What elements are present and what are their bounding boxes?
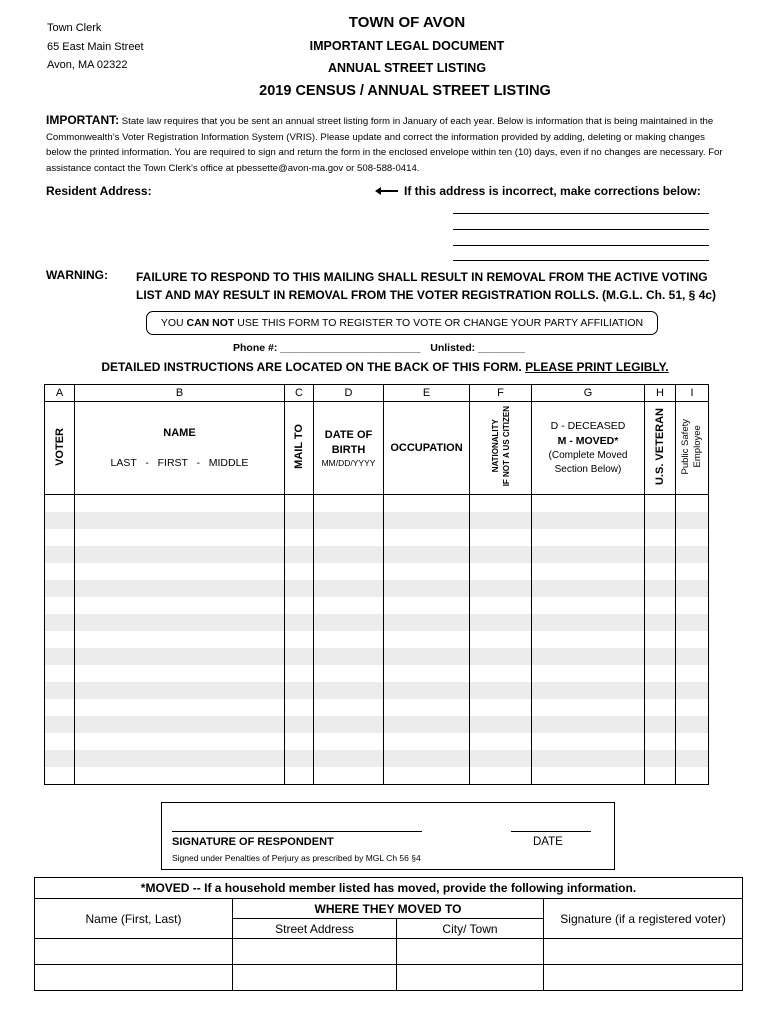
table-row[interactable] <box>45 512 709 529</box>
col-letter: G <box>532 385 645 402</box>
table-row[interactable] <box>45 580 709 597</box>
where-moved-header: WHERE THEY MOVED TO <box>233 899 544 919</box>
table-row[interactable] <box>45 597 709 614</box>
table-row[interactable] <box>45 546 709 563</box>
table-row[interactable] <box>45 750 709 767</box>
public-safety-header <box>676 402 709 495</box>
clerk-title: Town Clerk <box>47 22 102 34</box>
mail-to-text: MAIL TO <box>293 424 305 469</box>
resident-address-label: Resident Address: <box>46 184 152 198</box>
table-row[interactable] <box>45 665 709 682</box>
table-row[interactable] <box>45 614 709 631</box>
moved-table <box>34 877 743 991</box>
voter-header <box>45 402 75 495</box>
address-correction-line[interactable] <box>453 229 709 230</box>
veteran-header <box>645 402 676 495</box>
col-letter: F <box>470 385 532 402</box>
col-letter: C <box>285 385 314 402</box>
address-correction-line[interactable] <box>453 260 709 261</box>
address-correction-line[interactable] <box>453 213 709 214</box>
notice-post: USE THIS FORM TO REGISTER TO VOTE OR CHANGE YOUR PARTY AFFILIATION <box>234 317 644 329</box>
veteran-text: U.S. VETERAN <box>654 407 666 485</box>
instructions-line <box>0 360 770 374</box>
notice-pre: YOU <box>160 317 187 329</box>
table-row[interactable] <box>45 699 709 716</box>
street-address-header: Street Address <box>233 919 397 939</box>
date-line[interactable] <box>511 831 591 832</box>
address-correction-text: If this address is incorrect, make corrections below: <box>404 184 701 198</box>
moved-sub-text: (Complete Moved Section Below) <box>548 450 628 475</box>
table-row[interactable] <box>45 682 709 699</box>
nationality-text: NATIONALITY <box>490 419 500 474</box>
col-letter: I <box>676 385 709 402</box>
moved-title: *MOVED -- If a household member listed has moved, provide the following information. <box>35 878 743 899</box>
legal-title: IMPORTANT LEGAL DOCUMENT <box>309 39 505 53</box>
moved-row[interactable] <box>35 965 743 991</box>
signature-line[interactable] <box>172 831 422 832</box>
occupation-header <box>384 402 470 495</box>
dob-text: DATE OF BIRTH <box>324 429 373 456</box>
warning-text: FAILURE TO RESPOND TO THIS MAILING SHALL RESULT IN REMOVAL FROM THE ACTIVE VOTING LIST AND MAY RESULT IN REMOVAL FROM THE VOTER REGISTRATION ROLLS. (M.G.L. Ch. 51, § 4c) <box>136 270 717 302</box>
employee-text: Employee <box>692 425 703 468</box>
table-row[interactable] <box>45 631 709 648</box>
table-row[interactable] <box>45 767 709 785</box>
table-row[interactable] <box>45 716 709 733</box>
name-order-text: LAST - FIRST - MIDDLE <box>110 457 249 469</box>
column-header-row <box>45 402 709 495</box>
instructions-text: DETAILED INSTRUCTIONS ARE LOCATED ON THE BACK OF THIS FORM. <box>101 360 526 374</box>
address-correction-line[interactable] <box>453 245 709 246</box>
nationality-sub-text: IF NOT A US CITIZEN <box>501 406 511 487</box>
registration-notice <box>146 311 658 335</box>
date-label: DATE <box>533 836 563 848</box>
important-paragraph <box>46 113 726 176</box>
col-letter: H <box>645 385 676 402</box>
town-title: TOWN OF AVON <box>348 14 466 31</box>
col-letter: D <box>314 385 384 402</box>
census-title: 2019 CENSUS / ANNUAL STREET LISTING <box>259 83 551 99</box>
arrow-left-icon <box>380 190 398 192</box>
moved-signature-header: Signature (if a registered voter) <box>544 899 743 939</box>
table-row[interactable] <box>45 733 709 750</box>
moved-row[interactable] <box>35 939 743 965</box>
address-correction-label <box>380 184 701 198</box>
warning-label: WARNING: <box>46 268 108 282</box>
occupation-text: OCCUPATION <box>390 442 463 454</box>
nationality-header <box>470 402 532 495</box>
annual-title: ANNUAL STREET LISTING <box>327 61 487 75</box>
name-header-text: NAME <box>163 427 196 439</box>
column-letters-row <box>45 385 709 402</box>
col-letter: B <box>75 385 285 402</box>
important-label: IMPORTANT: <box>46 113 120 127</box>
dob-header <box>314 402 384 495</box>
voter-table <box>44 384 709 785</box>
table-row[interactable] <box>45 495 709 513</box>
col-letter: E <box>384 385 470 402</box>
moved-text: M - MOVED* <box>557 435 619 447</box>
signature-box <box>161 802 615 870</box>
voter-header-text: VOTER <box>53 427 66 466</box>
notice-bold: CAN NOT <box>186 317 235 329</box>
col-letter: A <box>45 385 75 402</box>
status-header <box>532 402 645 495</box>
important-text: State law requires that you be sent an annual street listing form in January of each year. Below is information that is being maintained in the Commonwealth’s Voter Registration Information System (VRIS). Please update and correct the information provided by adding, deleting or making changes below the printed information. You are required to sign and return the form in the enclosed envelope within ten (10) days, even if no changes are necessary. For assistance contact the Town Clerk’s office at pbessette@avon-ma.gov or 508-588-0414. <box>46 116 723 174</box>
table-row[interactable] <box>45 648 709 665</box>
moved-name-header: Name (First, Last) <box>35 899 233 939</box>
perjury-note: Signed under Penalties of Perjury as prescribed by MGL Ch 56 §4 <box>172 853 421 863</box>
unlisted-label: Unlisted: ________ <box>430 342 525 354</box>
mail-to-header <box>285 402 314 495</box>
name-header <box>75 402 285 495</box>
city-town-header: City/ Town <box>397 919 544 939</box>
deceased-text: D - DECEASED <box>550 420 626 432</box>
signature-label: SIGNATURE OF RESPONDENT <box>172 836 334 848</box>
phone-line[interactable] <box>233 342 525 354</box>
public-safety-text: Public Safety <box>680 418 691 475</box>
dob-format-text: MM/DD/YYYY <box>321 458 376 468</box>
clerk-city: Avon, MA 02322 <box>47 59 128 71</box>
phone-label: Phone #: ________________________ <box>233 342 421 354</box>
table-row[interactable] <box>45 563 709 580</box>
clerk-street: 65 East Main Street <box>47 40 144 53</box>
print-legibly: PLEASE PRINT LEGIBLY. <box>525 360 669 374</box>
table-row[interactable] <box>45 529 709 546</box>
